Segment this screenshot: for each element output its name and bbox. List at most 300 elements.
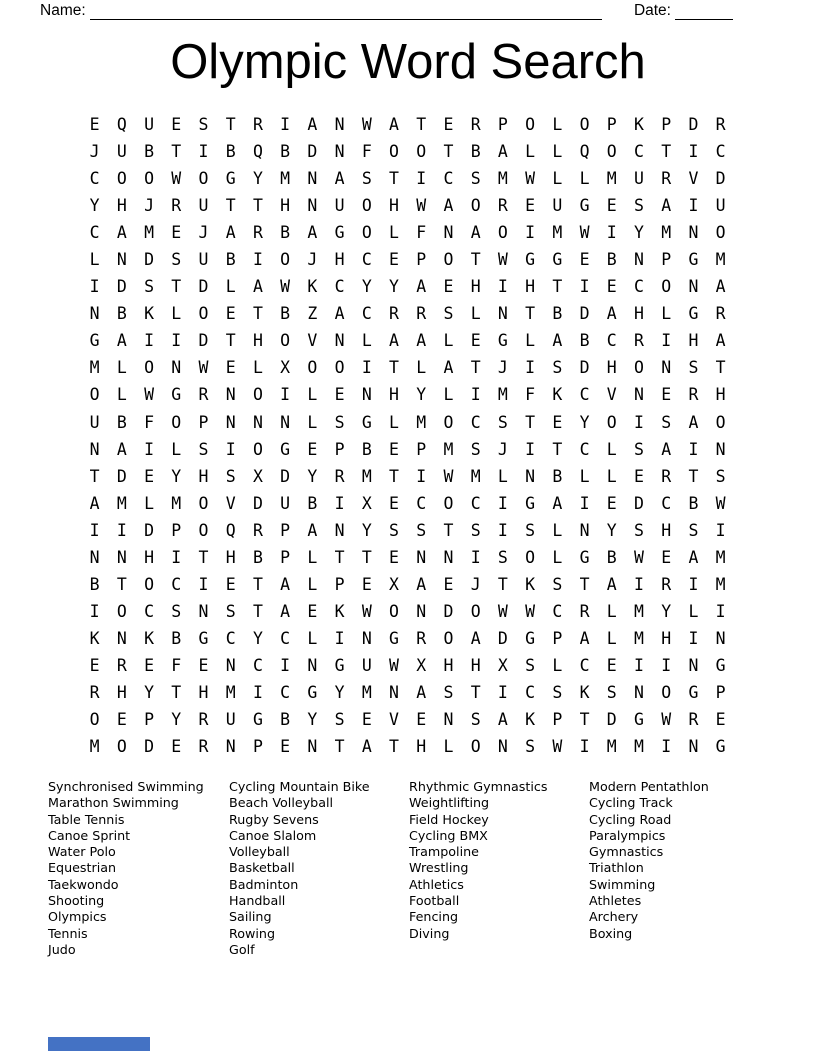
grid-letter: O [171,412,182,432]
grid-letter: N [334,115,345,134]
grid-letter: A [116,331,127,351]
grid-letter: R [688,385,699,405]
grid-letter: R [198,737,209,757]
word-list-item: Badminton [229,876,299,892]
word-search-grid [81,111,734,760]
grid-letter: E [171,737,182,757]
grid-letter: T [89,466,100,486]
grid-letter: M [606,169,617,189]
grid-letter: P [416,439,427,459]
grid-letter: M [715,574,726,594]
word-list-item: Table Tennis [48,811,125,827]
grid-letter: D [144,737,155,757]
grid-letter: U [361,655,372,675]
grid-letter: P [606,115,617,134]
grid-letter: E [634,466,644,486]
grid-letter: T [661,142,672,162]
grid-letter: I [634,655,644,675]
grid-letter: C [443,169,454,189]
grid-letter: J [198,223,209,243]
grid-letter: N [280,412,291,432]
grid-letter: K [144,628,155,648]
grid-letter: Y [634,223,644,243]
grid-letter: W [198,358,209,378]
grid-letter: W [416,196,427,216]
grid-letter: L [89,250,100,270]
grid-letter: G [688,304,699,324]
grid-letter: V [606,385,617,405]
grid-letter: F [171,655,182,675]
grid-letter: A [280,601,291,621]
grid-letter: E [443,277,454,297]
grid-letter: G [252,710,263,730]
grid-letter: A [334,304,345,324]
grid-letter: Y [361,520,372,540]
word-list-item: Gymnastics [589,844,664,860]
grid-letter: I [116,520,127,540]
grid-letter: G [334,223,345,243]
grid-letter: M [280,169,291,189]
grid-letter: H [661,628,672,648]
grid-letter: M [715,547,726,567]
grid-letter: B [280,710,291,730]
grid-letter: I [225,439,236,459]
grid-letter: I [416,169,427,189]
grid-letter: H [225,547,236,567]
grid-letter: L [552,169,563,189]
grid-letter: S [606,682,617,702]
grid-letter: E [416,710,427,730]
grid-letter: A [470,628,481,648]
grid-letter: T [252,601,263,621]
grid-row [81,219,734,246]
grid-letter: A [416,277,427,297]
grid-letter: C [634,277,644,297]
grid-letter: A [715,331,726,351]
grid-letter: T [389,466,399,486]
grid-row [81,273,734,300]
grid-letter: O [361,196,372,216]
grid-letter: E [280,737,291,757]
grid-letter: S [525,655,536,675]
grid-letter: L [307,412,318,432]
grid-letter: U [634,169,644,189]
grid-letter: I [280,115,291,134]
grid-letter: D [715,169,726,189]
grid-letter: M [715,250,726,270]
grid-letter: E [606,493,617,513]
grid-letter: B [116,412,127,432]
grid-letter: U [715,196,726,216]
grid-letter: S [661,412,672,432]
grid-letter: N [416,547,427,567]
grid-letter: T [525,304,536,324]
grid-letter: L [389,412,399,432]
grid-letter: A [443,196,454,216]
grid-letter: I [661,331,672,351]
grid-letter: G [715,737,726,757]
grid-letter: I [171,547,182,567]
grid-letter: D [606,710,617,730]
grid-letter: O [389,601,399,621]
grid-letter: U [552,196,563,216]
word-list-item: Marathon Swimming [48,795,179,811]
grid-letter: S [470,439,481,459]
grid-letter: D [280,466,291,486]
grid-letter: Q [252,142,263,162]
grid-letter: K [307,277,318,297]
grid-letter: S [634,520,644,540]
grid-letter: E [144,655,155,675]
grid-letter: B [606,547,617,567]
grid-letter: S [715,466,726,486]
grid-letter: A [361,737,372,757]
grid-letter: A [389,331,399,351]
grid-row [81,679,734,706]
grid-letter: D [497,628,508,648]
grid-letter: B [361,439,372,459]
grid-letter: K [579,682,590,702]
grid-letter: N [116,628,127,648]
grid-row [81,165,734,192]
grid-letter: G [634,710,644,730]
grid-letter: T [470,358,481,378]
grid-letter: O [144,169,155,189]
grid-letter: B [688,493,699,513]
grid-letter: E [443,574,454,594]
grid-letter: G [579,547,590,567]
grid-letter: A [688,547,699,567]
word-list-item: Swimming [589,876,656,892]
grid-letter: N [634,250,644,270]
grid-letter: M [89,358,100,378]
grid-letter: U [116,142,127,162]
grid-letter: M [497,169,508,189]
grid-letter: M [443,439,454,459]
grid-letter: K [144,304,155,324]
grid-letter: C [416,493,427,513]
name-fill-line [90,3,602,20]
grid-letter: O [252,385,263,405]
grid-letter: L [552,547,563,567]
grid-row [81,327,734,354]
grid-letter: U [144,115,155,134]
grid-letter: O [470,601,481,621]
grid-letter: B [280,142,291,162]
grid-letter: S [525,520,536,540]
grid-letter: S [552,682,563,702]
grid-letter: C [470,412,481,432]
grid-letter: A [606,574,617,594]
grid-letter: S [497,412,508,432]
grid-letter: N [688,737,699,757]
grid-letter: P [334,439,345,459]
grid-letter: P [252,737,263,757]
grid-letter: D [307,142,318,162]
grid-letter: D [144,250,155,270]
grid-letter: W [144,385,155,405]
grid-letter: O [443,412,454,432]
grid-letter: T [579,710,590,730]
grid-letter: T [116,574,127,594]
grid-letter: O [416,142,427,162]
grid-letter: N [252,412,263,432]
word-list-item: Diving [409,925,450,941]
grid-letter: I [579,277,590,297]
grid-letter: S [334,412,345,432]
grid-letter: X [389,574,399,594]
word-list-item: Rhythmic Gymnastics [409,779,548,794]
grid-letter: O [334,358,345,378]
word-list-item: Field Hockey [409,811,489,827]
grid-letter: E [606,655,617,675]
grid-letter: A [116,223,127,243]
word-list-item: Trampoline [409,844,479,860]
grid-letter: T [252,304,263,324]
word-list-item: Shooting [48,893,105,909]
grid-letter: L [552,142,563,162]
name-label: Name: [40,2,86,19]
grid-letter: L [307,385,318,405]
grid-letter: N [661,358,672,378]
grid-row [81,490,734,517]
word-list-item: Water Polo [48,844,116,860]
grid-row [81,652,734,679]
word-list-item: Synchronised Swimming [48,779,204,794]
grid-letter: O [89,710,100,730]
grid-letter: T [171,682,182,702]
word-list-item: Sailing [229,909,272,925]
grid-letter: N [634,385,644,405]
grid-letter: N [116,547,127,567]
grid-letter: E [552,412,563,432]
grid-letter: T [171,277,182,297]
grid-letter: V [307,331,318,351]
grid-letter: N [198,601,209,621]
grid-letter: W [280,277,291,297]
grid-letter: A [688,412,699,432]
grid-letter: J [497,358,508,378]
grid-letter: W [525,169,536,189]
grid-letter: D [579,358,590,378]
grid-letter: Y [171,466,182,486]
grid-letter: N [334,142,345,162]
grid-letter: I [280,655,291,675]
grid-letter: R [416,628,427,648]
grid-letter: H [688,331,699,351]
word-list-item: Taekwondo [48,876,119,892]
grid-letter: Y [252,628,263,648]
word-list-item: Olympics [48,909,107,925]
grid-letter: R [198,385,209,405]
word-list-item: Basketball [229,860,295,876]
grid-letter: E [225,304,236,324]
grid-letter: N [497,304,508,324]
grid-letter: P [280,547,291,567]
word-list-item: Judo [48,941,76,957]
grid-letter: K [552,385,563,405]
grid-letter: L [307,547,318,567]
grid-letter: I [606,223,617,243]
grid-letter: N [443,223,454,243]
grid-letter: R [470,115,481,134]
grid-letter: I [579,737,590,757]
grid-letter: G [688,682,699,702]
grid-letter: A [416,574,427,594]
grid-letter: A [252,277,263,297]
grid-letter: A [389,115,399,134]
word-list-item: Tennis [48,925,88,941]
grid-letter: I [661,737,672,757]
grid-letter: N [497,737,508,757]
grid-letter: N [334,520,345,540]
grid-letter: T [715,358,726,378]
grid-letter: S [334,710,345,730]
grid-letter: I [171,331,182,351]
grid-letter: I [470,385,481,405]
grid-letter: A [579,628,590,648]
grid-letter: E [307,439,318,459]
grid-letter: T [252,196,263,216]
grid-letter: H [443,655,454,675]
grid-letter: O [443,628,454,648]
grid-letter: Y [171,710,182,730]
grid-letter: H [198,682,209,702]
grid-letter: O [661,277,672,297]
grid-letter: G [171,385,182,405]
grid-letter: E [606,277,617,297]
grid-letter: A [470,223,481,243]
grid-letter: I [497,520,508,540]
grid-letter: Y [606,520,617,540]
grid-letter: N [307,196,318,216]
grid-letter: W [389,655,399,675]
grid-letter: H [198,466,209,486]
grid-letter: V [688,169,699,189]
grid-letter: R [89,682,100,702]
grid-letter: T [389,358,399,378]
grid-letter: M [89,737,100,757]
grid-letter: O [116,169,127,189]
grid-letter: C [89,169,100,189]
grid-letter: A [552,331,563,351]
grid-letter: I [334,493,345,513]
grid-letter: G [198,628,209,648]
grid-letter: N [225,412,236,432]
grid-letter: B [552,304,563,324]
grid-letter: C [280,628,291,648]
word-list-item: Cycling BMX [409,827,488,843]
grid-letter: F [361,142,372,162]
grid-letter: L [171,304,182,324]
grid-letter: S [688,358,699,378]
grid-letter: O [280,250,291,270]
word-list-item: Paralympics [589,827,666,843]
grid-row [81,544,734,571]
grid-letter: N [634,682,644,702]
grid-letter: R [497,196,508,216]
grid-letter: T [198,547,209,567]
grid-row [81,436,734,463]
grid-letter: T [334,737,345,757]
grid-letter: B [171,628,182,648]
grid-letter: P [552,710,563,730]
grid-letter: O [280,331,291,351]
grid-letter: M [634,737,644,757]
grid-letter: L [661,304,672,324]
grid-letter: K [634,115,644,134]
grid-letter: A [280,574,291,594]
grid-letter: S [552,358,563,378]
grid-letter: N [579,520,590,540]
grid-letter: A [416,682,427,702]
grid-letter: B [307,493,318,513]
grid-letter: F [525,385,536,405]
grid-letter: X [280,358,291,378]
grid-letter: T [552,439,563,459]
grid-letter: P [334,574,345,594]
grid-row [81,246,734,273]
grid-letter: A [225,223,236,243]
grid-letter: I [198,574,209,594]
grid-letter: A [334,169,345,189]
grid-letter: I [497,682,508,702]
grid-letter: B [280,304,291,324]
grid-letter: L [552,115,563,134]
grid-letter: E [171,223,182,243]
footer-bar [48,1037,150,1051]
word-list-item: Beach Volleyball [229,795,334,811]
grid-letter: Y [89,196,100,216]
grid-letter: L [443,331,454,351]
grid-letter: I [688,574,699,594]
grid-letter: E [361,574,372,594]
grid-letter: Y [144,682,155,702]
grid-letter: L [225,277,236,297]
grid-letter: B [552,466,563,486]
grid-letter: I [252,682,263,702]
grid-letter: S [634,196,644,216]
grid-letter: P [144,710,155,730]
grid-letter: M [552,223,563,243]
grid-letter: C [525,682,536,702]
grid-letter: I [525,358,536,378]
grid-letter: E [661,547,672,567]
grid-letter: G [525,493,536,513]
grid-letter: L [606,601,617,621]
grid-letter: R [634,331,644,351]
grid-letter: L [552,520,563,540]
grid-letter: B [144,142,155,162]
word-list-item: Cycling Track [589,795,673,811]
grid-row [81,381,734,408]
grid-letter: S [389,520,399,540]
grid-letter: B [225,250,236,270]
grid-letter: Z [307,304,318,324]
grid-letter: N [225,385,236,405]
word-list-column [229,779,370,958]
grid-letter: C [334,277,345,297]
grid-letter: O [144,358,155,378]
grid-letter: Y [334,682,345,702]
grid-letter: G [307,682,318,702]
grid-letter: T [171,142,182,162]
grid-letter: A [497,142,508,162]
grid-letter: A [307,520,318,540]
grid-letter: E [171,115,182,134]
grid-letter: G [525,628,536,648]
date-fill-line [675,3,733,20]
